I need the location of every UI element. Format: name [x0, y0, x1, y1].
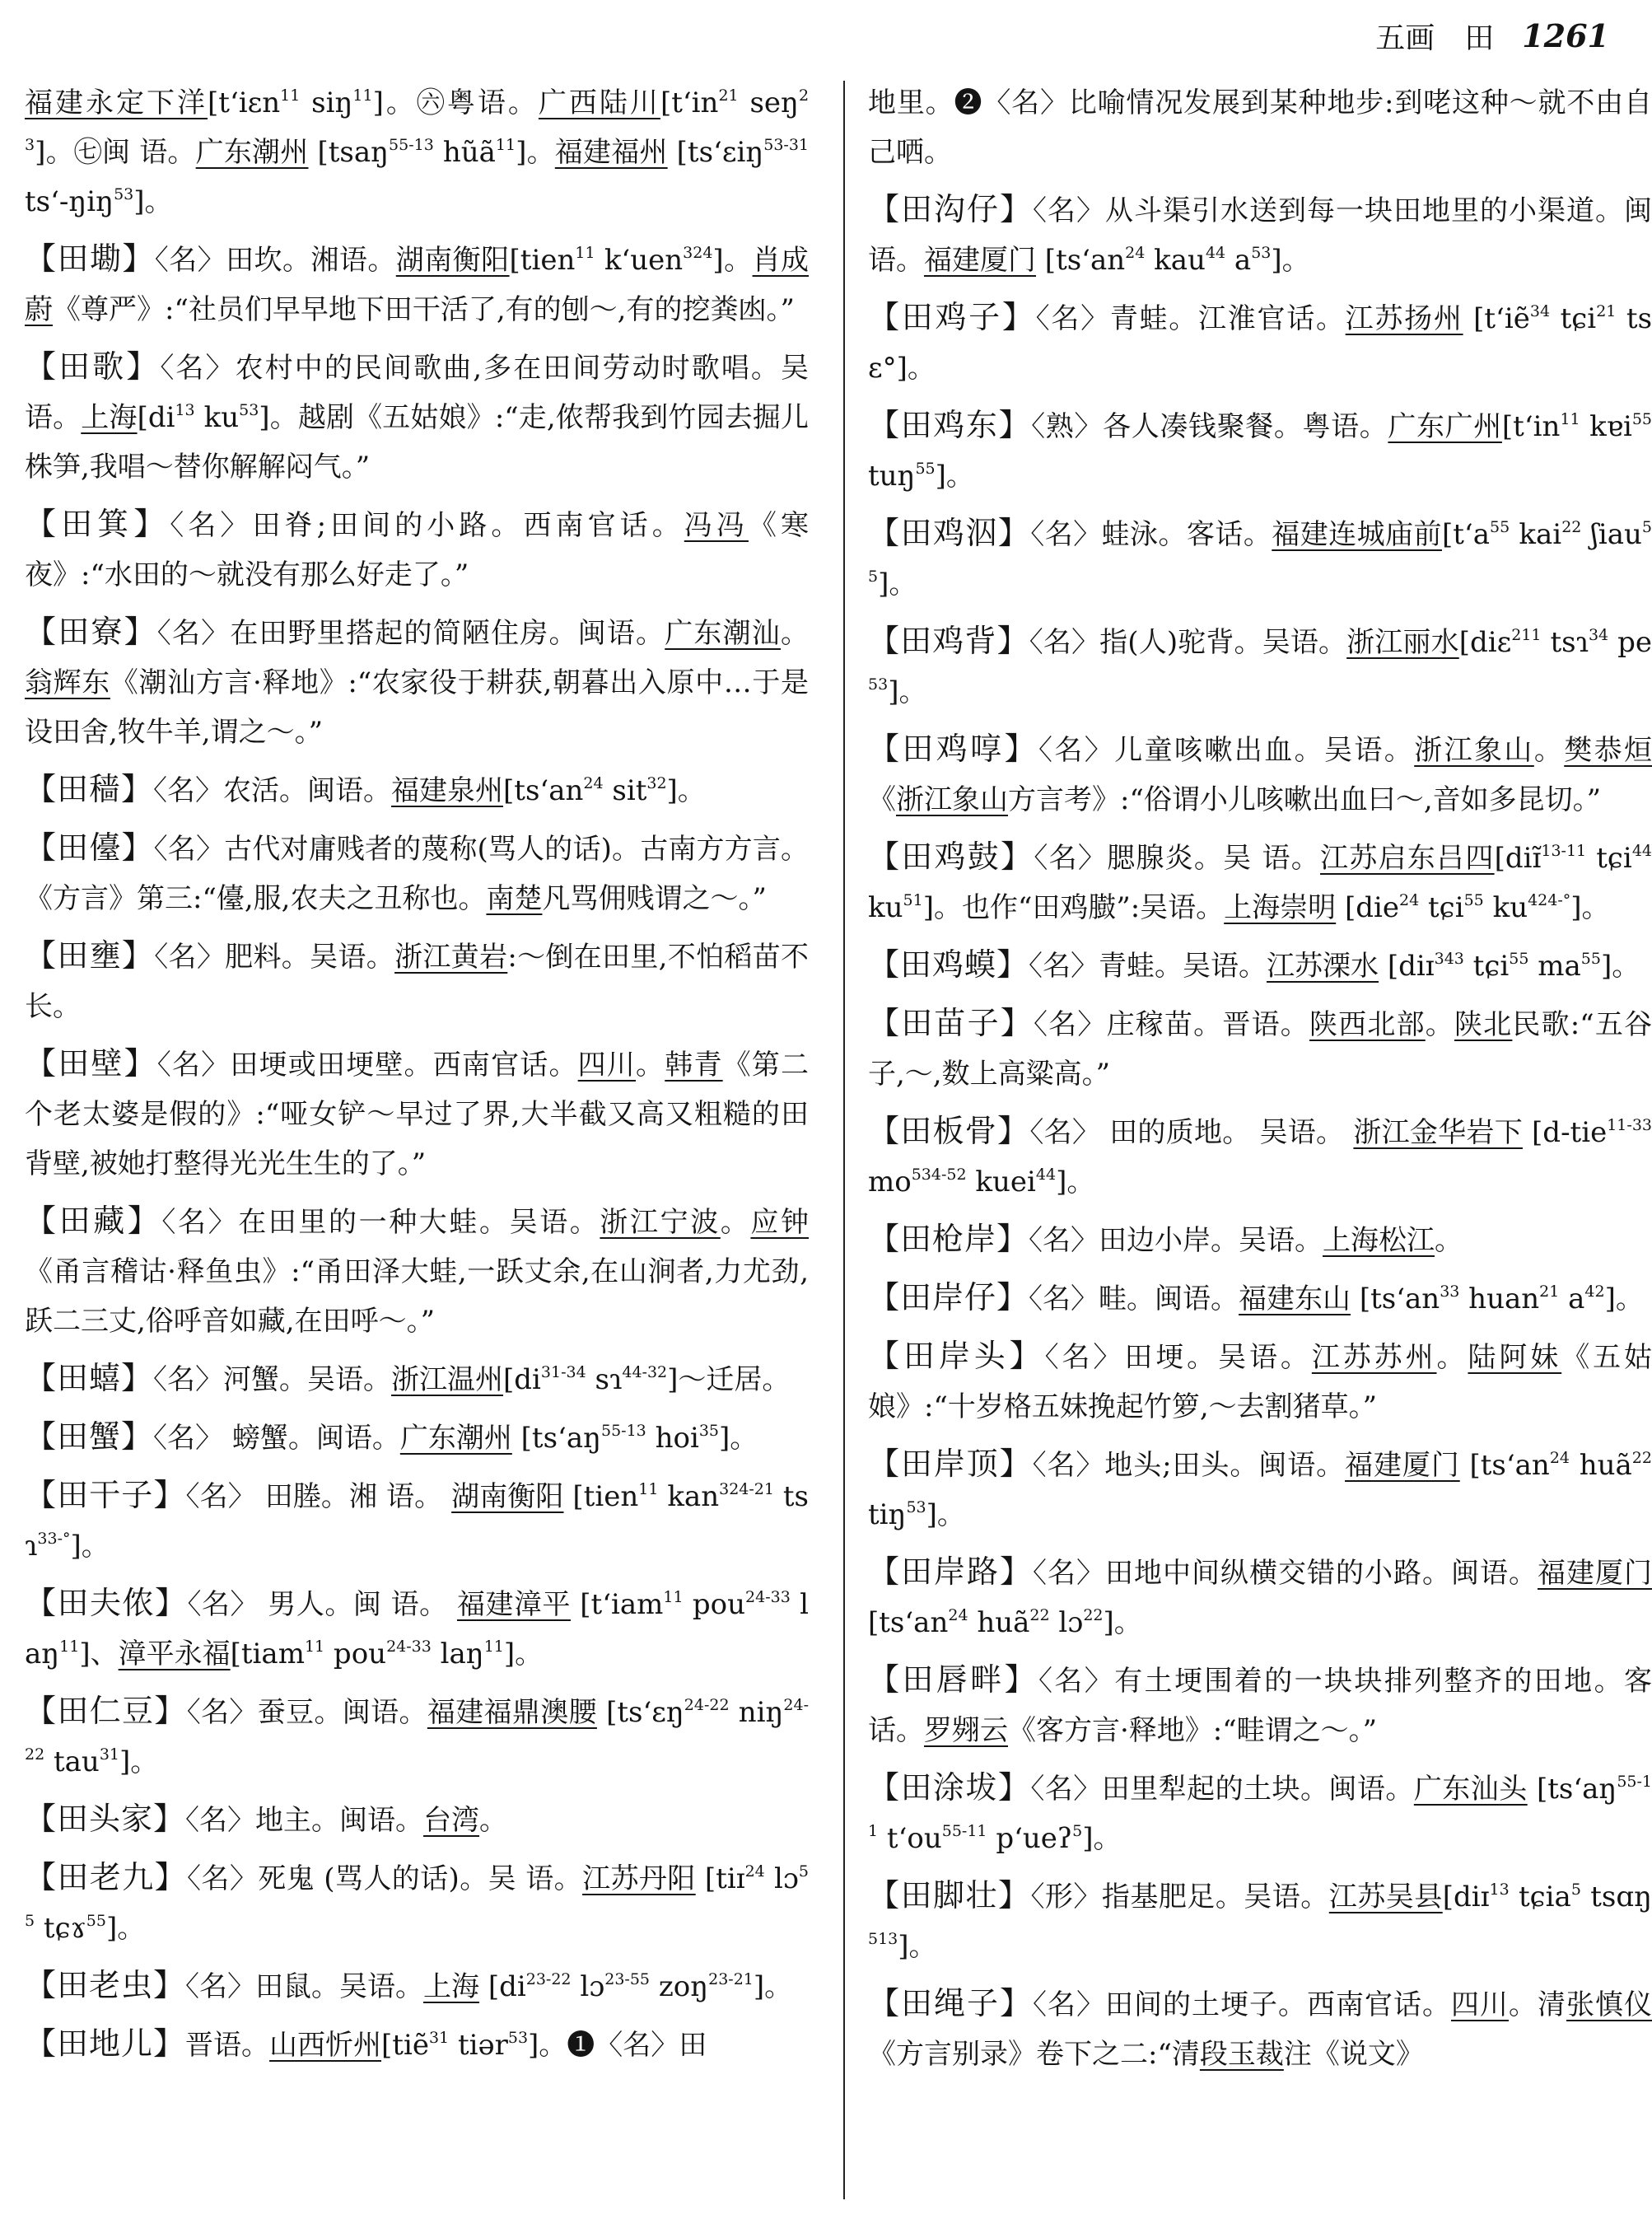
dictionary-entry	[868, 1655, 1652, 1755]
entry-headword: 【田苗子】	[868, 1005, 1034, 1041]
dictionary-entry	[868, 1273, 1652, 1324]
entry-definition: 〈名〉 男人。闽 语。 福建漳平 [t‘iam$^{11}$ pou$^{24-33}$ laŋ$^{11}$]、漳平永福[tiam$^{11}$ pou$^{24-33}$ laŋ$^{11}$]。	[25, 1588, 809, 1670]
entry-definition: 〈名〉指(人)驼背。吴语。浙江丽水[diɛ$^{211}$ tsɿ$^{34}$ $pe^{53}$]。	[868, 626, 1652, 708]
entry-headword: 【田枪岸】	[868, 1221, 1029, 1257]
entry-headword: 【田藏】	[25, 1203, 162, 1239]
entry-definition: 〈名〉 田塍。湘 语。 湖南衡阳 [tien$^{11}$ kan$^{324-21}$ tsɿ$^{33-^\circ}$]。	[25, 1480, 810, 1563]
entry-headword: 【田岸顶】	[868, 1446, 1033, 1482]
entry-definition: 〈名〉腮腺炎。吴 语。江苏启东吕四[diɪ̃$^{13-11}$ tɕi$^{44}$ $ku^{51}$]。也作“田鸡臌”:吴语。上海崇明 [die$^{24}$ tɕi$^{55}$ $ku^{424-^\circ}$]。	[868, 842, 1652, 924]
entry-definition: 〈名〉肥料。吴语。浙江黄岩:～倒在田里,不怕稻苗不长。	[25, 941, 809, 1023]
entry-headword: 【田鸡啍】	[868, 731, 1038, 767]
entry-definition: 晋语。山西忻州[tiẽ$^{31}$ tiər$^{53}$]。❶〈名〉田	[185, 2029, 707, 2062]
entry-headword: 【田鸡鼓】	[868, 839, 1034, 875]
dictionary-entry	[868, 1331, 1652, 1432]
entry-headword: 【田唇畔】	[868, 1661, 1038, 1698]
entry-definition: 〈名〉青蛙。吴语。江苏溧水 [diɪ$^{343}$ tɕi$^{55}$ $ma^{55}$]。	[1029, 950, 1640, 983]
entry-definition: 〈名〉田地中间纵横交错的小路。闽语。福建厦门 [$ts‘an^{24}$ huã$^{22}$ lɔ$^{22}$]。	[868, 1557, 1652, 1639]
dictionary-entry	[25, 931, 809, 1031]
entry-definition: 〈名〉地头;田头。闽语。福建厦门 [$ts‘an^{24}$ huã$^{22}$ tiŋ$^{53}$]。	[868, 1449, 1652, 1531]
entry-headword: 【田沟仔】	[868, 191, 1033, 227]
dictionary-entry	[868, 1547, 1652, 1647]
dictionary-entry	[868, 940, 1652, 991]
entry-headword: 【田墈】	[25, 241, 155, 277]
entry-headword: 【田老虫】	[25, 1967, 186, 2003]
entry-definition: 〈名〉田坎。湘语。湖南衡阳[tien$^{11}$ k‘uen$^{324}$]。肖成蔚《尊严》:“社员们早早地下田干活了,有的刨～,有的挖粪凼。”	[25, 244, 810, 326]
section-label: 五画 田	[1375, 21, 1495, 55]
entry-definition: 〈名〉畦。闽语。福建东山 [$ts‘an^{33}$ huan$^{21}$ $a^{42}$]。	[1029, 1283, 1644, 1315]
dictionary-entry	[868, 832, 1652, 932]
dictionary-entry	[25, 2019, 809, 2070]
dictionary-entry	[25, 1853, 809, 1953]
entry-definition: 〈名〉蛙泳。客话。福建连城庙前[$t‘a^{55}$ kai$^{22}$ ʃiau$^{55}$]。	[868, 518, 1652, 600]
entry-headword: 【田夫侬】	[25, 1585, 188, 1621]
dictionary-entry	[868, 508, 1652, 609]
entry-headword: 【田壁】	[25, 1045, 157, 1082]
entry-definition: 〈名〉田里犁起的土块。闽语。广东汕头 [$ts‘aŋ^{55-11}$ $t‘ou^{55-11}$ p‘ueʔ$^5$]。	[868, 1773, 1652, 1855]
entry-definition: 〈名〉 田的质地。 吴语。 浙江金华岩下 [d-tie$^{11-33}$ $mo^{534-52}$ kuei$^{44}$]。	[868, 1116, 1652, 1198]
dictionary-entry	[25, 342, 809, 492]
entry-headword: 【田干子】	[25, 1477, 186, 1513]
entry-headword: 【田蟢】	[25, 1360, 154, 1396]
entry-headword: 【田岸仔】	[868, 1279, 1029, 1315]
entry-headword: 【田鸡背】	[868, 623, 1029, 659]
entry-definition: 〈名〉田埂或田埂壁。西南官话。四川。韩青《第二个老太婆是假的》:“哑女铲～早过了界,大半截又高又粗糙的田背壁,被她打整得光光生生的了。”	[25, 1049, 810, 1180]
entry-headword: 【田地儿】	[25, 2025, 186, 2062]
entry-headword: 【田寮】	[25, 614, 157, 650]
dictionary-entry	[25, 1686, 809, 1787]
entry-headword: 【田鸡东】	[868, 407, 1032, 443]
entry-definition: 〈名〉田鼠。吴语。上海 [$di^{23-22}$ lɔ$^{23-55}$ zoŋ$^{23-21}$]。	[185, 1970, 793, 2003]
entry-definition: 〈名〉田脊;田间的小路。西南官话。冯冯《寒夜》:“水田的～就没有那么好走了。”	[25, 509, 810, 591]
entry-definition: 地里。❷〈名〉比喻情况发展到某种地步:到咾这种～就不由自己哂。	[868, 86, 1652, 169]
dictionary-entry	[25, 1470, 809, 1571]
entry-definition: 〈名〉田边小岸。吴语。上海松江。	[1029, 1224, 1463, 1257]
entry-definition: 〈名〉在田野里搭起的简陋住房。闽语。广东潮汕。翁辉东《潮汕方言·释地》:“农家役于耕获,朝暮出入原中…于是设田舍,牧牛羊,谓之～。”	[25, 617, 810, 749]
dictionary-entry	[868, 1106, 1652, 1207]
dictionary-entry	[25, 1196, 809, 1346]
dictionary-entry	[868, 400, 1652, 501]
entry-definition: 〈名〉 螃蟹。闽语。广东潮州 [$ts‘aŋ^{55-13}$ hoi$^{35}$]。	[153, 1422, 758, 1455]
page-header	[1375, 12, 1609, 59]
entry-definition: 〈名〉儿童咳嗽出血。吴语。浙江象山。樊恭烜《浙江象山方言考》:“俗谓小儿咳嗽出血曰～,音如多昆切。”	[868, 734, 1652, 816]
dictionary-entry	[25, 1960, 809, 2011]
entry-definition: 〈熟〉各人凑钱聚餐。粤语。广东广州[$t‘in^{11}$ kɐi$^{55}$ tuŋ$^{55}$]。	[868, 410, 1652, 493]
entry-headword: 【田板骨】	[868, 1113, 1030, 1149]
entry-headword: 【田儓】	[25, 829, 154, 866]
entry-definition: 〈名〉在田里的一种大蛙。吴语。浙江宁波。应钟《甬言稽诂·释鱼虫》:“甬田泽大蛙,一跃丈余,在山涧者,力尤劲,跃二三丈,俗呼音如藏,在田呼～。”	[25, 1206, 810, 1338]
entry-headword: 【田壅】	[25, 937, 155, 974]
entry-headword: 【田鸡子】	[868, 299, 1036, 335]
dictionary-entry	[25, 499, 809, 600]
dictionary-entry	[25, 1412, 809, 1463]
dictionary-entry	[868, 998, 1652, 1099]
entry-definition: 〈名〉田间的土埂子。西南官话。四川。清张慎仪《方言别录》卷下之二:“清段玉裁注《说文》	[868, 1988, 1652, 2071]
entry-headword: 【田绳子】	[868, 1985, 1033, 2021]
entry-definition: 〈名〉庄稼苗。晋语。陕西北部。陕北民歌:“五谷子,～,数上高粱高。”	[868, 1008, 1652, 1091]
entry-continuation	[868, 78, 1652, 177]
dictionary-entry	[25, 607, 809, 757]
left-column	[25, 78, 809, 2209]
dictionary-entry	[868, 1979, 1652, 2079]
entry-headword: 【田箕】	[25, 506, 170, 542]
dictionary-entry	[868, 1763, 1652, 1863]
entry-definition: 〈形〉指基肥足。吴语。江苏吴县[diɪ$^{13}$ tɕia$^5$ tsɑŋ$^{513}$]。	[868, 1881, 1652, 1963]
dictionary-entry	[868, 292, 1652, 393]
page-number: 1261	[1522, 16, 1609, 54]
entry-definition: 〈名〉农活。闽语。福建泉州[$ts‘an^{24}$ sit$^{32}$]。	[153, 774, 706, 807]
entry-headword: 【田鸡蟆】	[868, 946, 1029, 983]
column-divider	[843, 81, 845, 2199]
entry-headword: 【田歌】	[25, 348, 161, 385]
dictionary-entry	[868, 1214, 1652, 1265]
entry-headword: 【田头家】	[25, 1801, 186, 1837]
dictionary-entry	[868, 724, 1652, 825]
dictionary-entry	[25, 1353, 809, 1404]
entry-definition: 〈名〉古代对庸贱者的蔑称(骂人的话)。古南方方言。《方言》第三:“儓,服,农夫之丑称也。南楚凡骂佣贱谓之～。”	[25, 833, 809, 915]
dictionary-entry	[25, 823, 809, 923]
entry-headword: 【田鸡泅】	[868, 515, 1031, 551]
entry-definition: 〈名〉有土埂围着的一块块排列整齐的田地。客话。罗翙云《客方言·释地》:“畦谓之～。”	[868, 1665, 1652, 1747]
entry-definition: 〈名〉青蛙。江淮官话。江苏扬州 [t‘iẽ$^{34}$ tɕi$^{21}$ tsɛ°]。	[868, 302, 1652, 385]
entry-headword: 【田老九】	[25, 1859, 188, 1895]
entry-headword: 【田仁豆】	[25, 1693, 187, 1729]
entry-headword: 【田穑】	[25, 771, 154, 807]
entry-definition: 〈名〉农村中的民间歌曲,多在田间劳动时歌唱。吴语。上海[$di^{13}$ $ku^{53}$]。越剧《五姑娘》:“走,侬帮我到竹园去掘儿株笋,我唱～替你解解闷气。”	[25, 352, 809, 484]
entry-headword: 【田岸路】	[868, 1554, 1033, 1590]
entry-definition: 〈名〉从斗渠引水送到每一块田地里的小渠道。闽语。福建厦门 [$ts‘an^{24}$ kau$^{44}$ $a^{53}$]。	[868, 194, 1652, 277]
dictionary-entry	[25, 764, 809, 815]
dictionary-entry	[25, 1794, 809, 1845]
dictionary-entry	[868, 616, 1652, 717]
dictionary-entry	[868, 1871, 1652, 1971]
entry-definition: 〈名〉田埂。吴语。江苏苏州。陆阿妹《五姑娘》:“十岁格五妹挽起竹箩,～去割猪草。”	[868, 1341, 1652, 1423]
entry-definition: 福建永定下洋[t‘iɛn$^{11}$ siŋ$^{11}$]。㊅粤语。广西陆川[$t‘in^{21}$ seŋ$^{23}$]。㊆闽 语。广东潮州 [tsaŋ$^{55-13}$ hũã$^{11}$]。福建福州 [ts‘ɛiŋ$^{53-31}$ ts‘-ŋiŋ$^{53}$]。	[25, 86, 810, 218]
entry-definition: 〈名〉地主。闽语。台湾。	[185, 1804, 508, 1837]
dictionary-entry	[25, 1578, 809, 1679]
dictionary-entry	[868, 185, 1652, 285]
dictionary-entry	[868, 1439, 1652, 1540]
entry-definition: 〈名〉死鬼 (骂人的话)。吴 语。江苏丹阳 [tiɪ$^{24}$ lɔ$^{55}$ tɕɤ$^{55}$]。	[25, 1862, 809, 1945]
entry-definition: 〈名〉河蟹。吴语。浙江温州[$di^{31-34}$ sɿ$^{44-32}$]～迁居。	[153, 1363, 791, 1396]
entry-definition: 〈名〉蚕豆。闽语。福建福鼎澳腰 [ts‘ɛŋ$^{24-22}$ niŋ$^{24-22}$ tau$^{31}$]。	[25, 1696, 809, 1778]
dictionary-entry	[25, 234, 809, 334]
entry-continuation	[25, 78, 809, 227]
right-column	[868, 78, 1652, 2209]
dictionary-entry	[25, 1039, 809, 1189]
entry-headword: 【田蟹】	[25, 1418, 154, 1455]
entry-headword: 【田脚壮】	[868, 1877, 1031, 1913]
entry-headword: 【田涂坺】	[868, 1769, 1031, 1806]
entry-headword: 【田岸头】	[868, 1338, 1045, 1374]
